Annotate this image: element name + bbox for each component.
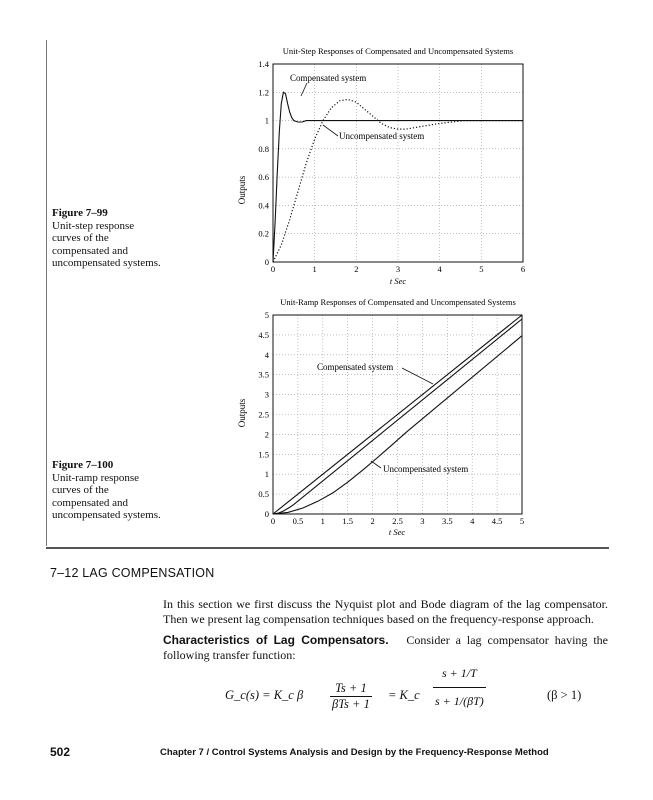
subheading-lag-compensators: Characteristics of Lag Compensators. <box>163 633 389 647</box>
x-tick-label: 4 <box>437 264 442 274</box>
equation-fraction-1 <box>330 681 372 712</box>
x-tick-label: 1.5 <box>342 516 354 526</box>
y-tick-label: 1.2 <box>258 87 269 98</box>
ramp-x-axis-label: t Sec <box>388 527 406 537</box>
x-tick-label: 1 <box>320 516 325 526</box>
y-tick-label: 1 <box>264 115 269 126</box>
ramp-arrow-uncompensated <box>371 461 381 468</box>
section-title: 7–12 LAG COMPENSATION <box>50 566 215 580</box>
equation-lhs: G_c(s) = K_c β <box>225 688 304 702</box>
y-tick-label: 3 <box>264 389 269 400</box>
series-input-ramp <box>273 315 522 514</box>
x-tick-label: 3 <box>420 516 425 526</box>
x-tick-label: 4 <box>470 516 475 526</box>
x-tick-label: 0 <box>270 516 276 526</box>
equation-condition: (β > 1) <box>547 688 582 702</box>
x-tick-label: 5 <box>479 264 484 274</box>
figure-99-text: Unit-step response curves of the compensated and uncompensated systems. <box>52 219 161 270</box>
x-tick-label: 0.5 <box>292 516 304 526</box>
step-annotation-compensated: Compensated system <box>290 73 367 83</box>
y-tick-label: 0.6 <box>258 172 269 183</box>
step-x-axis-label: t Sec <box>389 276 407 286</box>
y-tick-label: 5 <box>264 310 269 320</box>
figure-column-rule <box>46 40 47 546</box>
section-divider <box>46 547 609 549</box>
y-tick-label: 1 <box>264 469 269 480</box>
step-annotation-uncompensated: Uncompensated system <box>339 131 425 141</box>
x-tick-label: 5 <box>519 516 525 526</box>
running-footer: Chapter 7 / Control Systems Analysis and Design by the Frequency-Response Method <box>160 747 549 758</box>
y-tick-label: 0 <box>264 509 269 519</box>
ramp-annotation-compensated: Compensated system <box>317 362 394 372</box>
y-tick-label: 1.4 <box>258 59 269 69</box>
series-uncompensated-system <box>273 336 522 514</box>
y-tick-label: 3.5 <box>258 369 269 380</box>
fraction-1-numerator: Ts + 1 <box>335 681 367 695</box>
ramp-annotation-uncompensated: Uncompensated system <box>383 464 469 474</box>
y-tick-label: 0 <box>264 257 269 267</box>
paragraph-intro: In this section we first discuss the Nyquist plot and Bode diagram of the lag compensator. Then we present lag compensation techniques based on the frequency-response approach. <box>163 597 608 626</box>
step-y-axis-label: Outputs <box>237 175 247 205</box>
transfer-function-equation <box>225 664 615 730</box>
figure-99-caption <box>52 207 162 270</box>
ramp-chart-title: Unit-Ramp Responses of Compensated and Uncompensated Systems <box>280 297 516 307</box>
paragraph-characteristics <box>163 633 608 662</box>
page-number: 502 <box>50 745 71 759</box>
figure-100-label: Figure 7–100 <box>52 459 114 471</box>
ramp-arrow-compensated <box>402 368 433 384</box>
x-tick-label: 4.5 <box>491 516 503 526</box>
y-tick-label: 0.4 <box>258 200 269 211</box>
step-arrow-uncompensated <box>323 125 338 136</box>
fraction-1-denominator: βTs + 1 <box>332 697 370 711</box>
x-tick-label: 1 <box>312 264 317 274</box>
x-tick-label: 2 <box>370 516 375 526</box>
equation-equals: = K_c <box>388 688 420 702</box>
series-compensated-system <box>273 92 523 262</box>
step-arrow-compensated <box>301 83 307 96</box>
x-tick-label: 2.5 <box>392 516 403 526</box>
x-tick-label: 3.5 <box>441 516 453 526</box>
fraction-2-denominator: s + 1/(βT) <box>433 687 486 709</box>
figure-100-caption <box>52 459 162 522</box>
x-tick-label: 6 <box>520 264 526 274</box>
equation-fraction-2 <box>433 666 486 709</box>
x-tick-label: 0 <box>270 264 276 274</box>
step-response-chart <box>225 42 535 292</box>
y-tick-label: 2 <box>264 429 269 440</box>
ramp-y-axis-label: Outputs <box>237 398 247 428</box>
y-tick-label: 4 <box>264 349 269 360</box>
fraction-2-numerator: s + 1/T <box>441 666 477 680</box>
figure-100-text: Unit-ramp response curves of the compensated and uncompensated systems. <box>52 471 161 522</box>
y-tick-label: 0.8 <box>258 143 269 154</box>
y-tick-label: 0.2 <box>258 228 269 239</box>
y-tick-label: 4.5 <box>258 329 269 340</box>
y-tick-label: 0.5 <box>258 489 269 500</box>
series-uncompensated-system <box>273 99 523 262</box>
ramp-response-chart <box>225 293 535 545</box>
x-tick-label: 2 <box>354 264 359 274</box>
step-chart-title: Unit-Step Responses of Compensated and Uncompensated Systems <box>282 46 514 56</box>
figure-99-label: Figure 7–99 <box>52 207 108 219</box>
x-tick-label: 3 <box>395 264 401 274</box>
paragraph-characteristics-text: Consider a lag compensator having the following transfer function: <box>163 633 608 662</box>
y-tick-label: 1.5 <box>258 449 269 460</box>
y-tick-label: 2.5 <box>258 409 269 420</box>
